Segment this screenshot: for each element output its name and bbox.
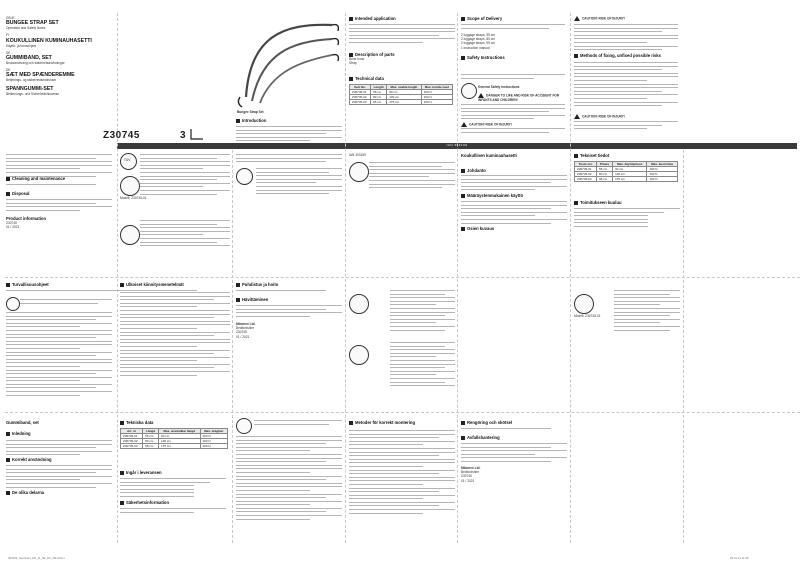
fold-line <box>683 150 684 543</box>
table-cell: 95 cm <box>143 444 159 449</box>
section-bullet-icon <box>236 283 240 287</box>
safety-subheading: General Safety Instructions <box>478 85 520 89</box>
fi-use-section <box>461 193 567 198</box>
section-bullet-icon <box>6 432 10 436</box>
intended-use-section <box>349 16 455 21</box>
table-cell: 160 N <box>421 95 452 100</box>
table-cell: Z30745-03 <box>575 177 597 182</box>
intended-use-heading: Intended application <box>355 16 396 21</box>
cover-title: SÆT MED SPÆNDEREMME <box>6 72 75 79</box>
se-methods-heading: Metoder för korrekt montering <box>355 420 416 425</box>
cleaning-section <box>6 176 112 181</box>
text-block <box>6 184 112 188</box>
table-cell: 95 cm <box>371 100 387 105</box>
text-block <box>461 175 567 193</box>
table-header: Pituus <box>597 162 613 167</box>
text-block <box>369 162 455 191</box>
cover-subtitle: Käyttö- ja turvaohjeet <box>6 43 37 48</box>
table-cell: 130 cm <box>387 95 421 100</box>
scope-item: 2 luggage straps, 95 cm <box>461 41 496 46</box>
corner-mark-icon <box>190 128 204 140</box>
text-block <box>256 168 342 197</box>
text-block <box>349 24 455 46</box>
fi-scope-section <box>574 200 680 205</box>
safety-heading: Safety Instructions <box>467 54 505 60</box>
section-bullet-icon <box>461 56 465 60</box>
table-cell: Z30745-01 <box>350 90 371 95</box>
text-block <box>140 154 230 197</box>
table-cell: 90 cm <box>613 167 647 172</box>
table-cell: 160 N <box>200 434 227 439</box>
text-block <box>6 199 112 213</box>
cover-titles <box>6 16 114 96</box>
introduction-heading: Introduction <box>242 118 267 123</box>
caution-label: CAUTION! RISK OF INJURY! <box>469 122 512 127</box>
cover-subtitle: Bruksanvisning och säkerhetsanvisningar <box>6 61 65 66</box>
company-city: Bedfordshire <box>461 470 480 475</box>
section-bullet-icon <box>6 177 10 181</box>
cover-title: SPANNGUMMI-SET <box>6 85 54 92</box>
se-disposal-heading: Avfallshantering <box>467 435 500 440</box>
section-bullet-icon <box>6 283 10 287</box>
table-cell: 130 cm <box>613 172 647 177</box>
fi-safety-section <box>6 282 112 287</box>
fi-product-info <box>236 322 342 339</box>
se-intro-heading: Inledning <box>12 431 31 436</box>
table-cell: Z30745-01 <box>121 434 143 439</box>
cover-title: GUMMIBAND, SET <box>6 55 52 62</box>
section-bullet-icon <box>574 54 578 58</box>
section-bullet-icon <box>461 227 465 231</box>
table-cell: Z30745-02 <box>575 172 597 177</box>
certification-seal-icon <box>120 225 140 245</box>
caution-label: CAUTION! RISK OF INJURY! <box>582 16 625 21</box>
product-model: Z30745 <box>461 474 472 479</box>
table-cell: Z30745-01 <box>575 167 597 172</box>
text-block <box>574 24 678 53</box>
product-info-section <box>6 216 112 229</box>
se-product-info <box>461 466 567 483</box>
description-section <box>349 52 455 65</box>
text-block <box>6 440 112 458</box>
se-scope-section <box>120 470 230 475</box>
table-header: Item No. <box>350 85 371 90</box>
section-bullet-icon <box>349 17 353 21</box>
lang-code: DK <box>6 68 11 73</box>
table-header: Max. tensile load <box>421 85 452 90</box>
scope-item: 1 instruction manual <box>461 45 490 50</box>
fold-line <box>5 277 800 278</box>
table-cell: 160 N <box>200 439 227 444</box>
text-block <box>6 465 112 490</box>
fi-title-section <box>461 153 567 173</box>
text-block <box>236 154 342 165</box>
table-cell: 95 cm <box>597 177 613 182</box>
page-strip-top: IAN 303169 <box>117 143 797 149</box>
fold-line <box>570 13 571 543</box>
lang-code: FI <box>6 33 9 38</box>
fi-intro-heading: Johdanto <box>467 168 486 173</box>
table-cell: 160 N <box>421 100 452 105</box>
warning-triangle-icon <box>461 122 467 127</box>
section-bullet-icon <box>574 154 578 158</box>
fi-intro-section <box>349 153 455 157</box>
description-item: Strap <box>349 61 357 66</box>
se-title-section <box>6 420 112 436</box>
fi-havit-section <box>236 297 342 302</box>
table-cell: 160 N <box>647 167 678 172</box>
company-city: Bedfordshire <box>236 326 255 331</box>
table-cell: 130 cm <box>159 439 200 444</box>
fold-line <box>232 150 233 543</box>
text-block <box>20 299 112 306</box>
text-block <box>461 24 565 31</box>
section-bullet-icon <box>236 119 240 123</box>
fi-disposal-heading: Hävittäminen <box>242 297 269 302</box>
fi-scope-heading: Toimitukseen kuuluu <box>580 200 622 205</box>
fi-use-heading: Määräystenmukainen käyttö <box>467 193 524 198</box>
table-cell: 90 cm <box>387 90 421 95</box>
section-bullet-icon <box>6 491 10 495</box>
page-number: 3 <box>180 130 187 141</box>
product-version: 01 / 2021 <box>236 334 250 339</box>
footer-right: 26.01.21 11:28 <box>730 556 749 560</box>
se-tech-table <box>120 428 228 449</box>
table-row <box>575 177 678 182</box>
section-bullet-icon <box>120 421 124 425</box>
product-model: Z30745 <box>6 221 17 225</box>
caution-line <box>574 16 678 21</box>
warning-symbol-icon <box>461 83 477 99</box>
ian-line: IAN 303169 <box>349 153 366 157</box>
cover-subtitle: Bedienungs- und Sicherheitshinweise <box>6 91 60 96</box>
table-header-row <box>350 85 453 90</box>
model-line: Modell: Z30745-01 <box>574 314 601 318</box>
description-heading: Description of parts <box>355 52 395 57</box>
disposal-heading: Disposal <box>12 191 30 196</box>
certification-seal-icon <box>120 176 140 196</box>
cover-subtitle: Operation and Safety Notes <box>6 26 46 31</box>
text-block <box>461 201 567 226</box>
table-header: Max. draglast <box>200 429 227 434</box>
se-use-heading: Korrekt användning <box>12 457 52 462</box>
table-row <box>121 444 228 449</box>
fold-line <box>457 13 458 543</box>
section-bullet-icon <box>120 471 124 475</box>
text-block <box>461 74 565 81</box>
text-block <box>574 208 680 230</box>
warning-triangle-icon <box>574 16 580 21</box>
text-block <box>120 292 230 378</box>
fi-cleaning-heading: Puhdistus ja hoito <box>242 282 279 287</box>
certification-badge-icon <box>236 168 253 185</box>
text-block <box>574 121 678 132</box>
text-block <box>461 128 565 135</box>
text-block <box>236 436 342 522</box>
se-disposal-section <box>461 435 567 440</box>
table-cell: Z30745-03 <box>121 444 143 449</box>
table-cell: Z30745-02 <box>350 95 371 100</box>
table-cell: 55 cm <box>597 167 613 172</box>
table-header: Max. käyttöpituus <box>613 162 647 167</box>
illustration-caption: Bungee Strap Set <box>237 110 264 114</box>
description-item: Bone hook <box>349 57 365 61</box>
bungee-strap-illustration <box>232 17 344 109</box>
product-info-heading: Product information <box>6 216 47 221</box>
footer-left: 303169_Spannset_EN_FI_SE_DK_DE.indd 1 <box>8 556 65 560</box>
fi-tech-section <box>574 153 680 158</box>
lang-code: SE <box>6 50 11 55</box>
caution-label: CAUTION! RISK OF INJURY! <box>582 114 625 119</box>
product-model: Z30745 <box>236 330 247 335</box>
text-block <box>461 428 567 432</box>
text-block <box>236 305 342 319</box>
warning-triangle-icon <box>574 114 580 119</box>
fi-fixing-section <box>120 282 230 287</box>
fi-tech-heading: Tekniset tiedot <box>580 153 610 158</box>
text-block <box>390 342 455 389</box>
cover-title: KOUKULLINEN KUMINAUHASETTI <box>6 37 92 44</box>
fold-line <box>5 412 800 413</box>
cleaning-heading: Cleaning and maintenance <box>12 176 66 181</box>
table-cell: 160 N <box>421 90 452 95</box>
lang-code: GB IE <box>6 16 15 20</box>
section-bullet-icon <box>461 436 465 440</box>
text-block <box>236 290 342 294</box>
text-block <box>349 430 455 516</box>
section-bullet-icon <box>349 421 353 425</box>
company-name: Milomex Ltd. <box>236 322 256 326</box>
tech-table <box>349 84 453 105</box>
section-bullet-icon <box>120 283 124 287</box>
text-block <box>236 126 342 144</box>
cover-title: BUNGEE STRAP SET <box>6 20 59 27</box>
table-cell: 175 cm <box>387 100 421 105</box>
se-safety-section <box>120 500 230 505</box>
text-block <box>461 443 567 465</box>
table-header: Art. nr <box>121 429 143 434</box>
certification-seal-icon <box>574 294 594 314</box>
product-code: Z30745 <box>103 130 140 141</box>
scope-section <box>461 16 567 60</box>
se-methods-section <box>349 420 455 425</box>
fi-parts-heading: Osien kuvaus <box>467 226 495 231</box>
section-bullet-icon <box>6 458 10 462</box>
table-cell: 90 cm <box>159 434 200 439</box>
section-bullet-icon <box>236 298 240 302</box>
caution-line <box>461 122 565 127</box>
table-cell: 160 N <box>200 444 227 449</box>
table-cell: 55 cm <box>143 434 159 439</box>
se-top-heading: Gummiband, set <box>6 420 39 425</box>
certification-seal-icon <box>349 345 369 365</box>
section-bullet-icon <box>461 194 465 198</box>
section-bullet-icon <box>349 77 353 81</box>
text-block <box>120 508 226 515</box>
fold-line <box>117 13 118 543</box>
warning-symbol-icon <box>6 297 20 311</box>
text-block <box>461 104 565 122</box>
section-bullet-icon <box>461 421 465 425</box>
methods-heading: Methods of fixing, unfixed possible risks <box>580 53 661 58</box>
table-header: Length <box>371 85 387 90</box>
table-cell: 160 N <box>647 172 678 177</box>
text-block <box>390 290 455 333</box>
table-header: Längd <box>143 429 159 434</box>
danger-line <box>478 93 566 102</box>
technical-heading: Technical data <box>355 76 384 81</box>
fi-safety-heading: Turvallisuusohjeet <box>12 282 49 287</box>
scope-heading: Scope of Delivery <box>467 16 503 21</box>
se-cleaning-heading: Rengöring och skötsel <box>467 420 513 425</box>
se-parts-heading: De olika delarna <box>12 490 45 495</box>
table-cell: Z30745-03 <box>350 100 371 105</box>
model-line: Modell: Z30745-01 <box>120 196 147 200</box>
text-block <box>120 478 226 500</box>
scope-item: 2 luggage straps, 80 cm <box>461 37 496 42</box>
scope-item: 2 luggage straps, 55 cm <box>461 33 496 37</box>
text-block <box>574 62 678 109</box>
table-header: Max. kuormitus <box>647 162 678 167</box>
section-bullet-icon <box>461 17 465 21</box>
badge-text: TÜV <box>124 158 131 162</box>
warning-symbol-icon <box>236 418 252 434</box>
product-version: 01 / 2021 <box>6 225 20 230</box>
table-cell: 80 cm <box>597 172 613 177</box>
se-use-section <box>6 457 112 462</box>
table-header: Max. användbar längd <box>159 429 200 434</box>
certification-seal-icon <box>349 162 369 182</box>
fi-top-heading: Koukullinen kuminauhasetti <box>461 153 517 158</box>
section-bullet-icon <box>461 169 465 173</box>
introduction-section <box>236 118 342 123</box>
fold-line <box>345 13 346 543</box>
disposal-section <box>6 191 112 196</box>
caution-line <box>574 114 678 119</box>
technical-section <box>349 76 455 81</box>
table-cell: 80 cm <box>143 439 159 444</box>
text-block <box>614 290 680 333</box>
certification-seal-icon <box>349 294 369 314</box>
text-block <box>6 312 112 398</box>
table-cell: 175 cm <box>159 444 200 449</box>
cover-subtitle: Betjenings- og sikkerhedsinstrukser <box>6 78 57 83</box>
methods-section <box>574 53 678 58</box>
table-cell: 80 cm <box>371 95 387 100</box>
company-name: Milomex Ltd. <box>461 466 481 470</box>
product-version: 01 / 2021 <box>461 478 475 483</box>
text-block <box>254 420 342 427</box>
fi-fixing-heading: Ulkoiset kiinnitysmenetelmät <box>126 282 184 287</box>
se-cleaning-section <box>461 420 567 425</box>
table-cell: 160 N <box>647 177 678 182</box>
table-header-row <box>575 162 678 167</box>
text-block <box>140 220 230 249</box>
se-parts-section <box>6 490 112 495</box>
table-row <box>350 100 453 105</box>
section-bullet-icon <box>120 501 124 505</box>
fi-tech-table <box>574 161 678 182</box>
fi-parts-section <box>461 226 567 231</box>
se-tech-heading: Tekniska data <box>126 420 154 425</box>
table-header: Max. usable length <box>387 85 421 90</box>
section-bullet-icon <box>6 192 10 196</box>
table-header: Tuote nro <box>575 162 597 167</box>
table-cell: 55 cm <box>371 90 387 95</box>
danger-label: DANGER TO LIFE AND RISK OF ACCIDENT FOR INFANTS AND CHILDREN! <box>478 93 560 102</box>
table-cell: Z30745-02 <box>121 439 143 444</box>
fi-puhd-section <box>236 282 342 287</box>
table-cell: 175 cm <box>613 177 647 182</box>
se-tech-section <box>120 420 230 425</box>
se-scope-heading: Ingår i leveransen <box>126 470 162 475</box>
se-safety-heading: Säkerhetsinformation <box>126 500 170 505</box>
section-bullet-icon <box>574 201 578 205</box>
